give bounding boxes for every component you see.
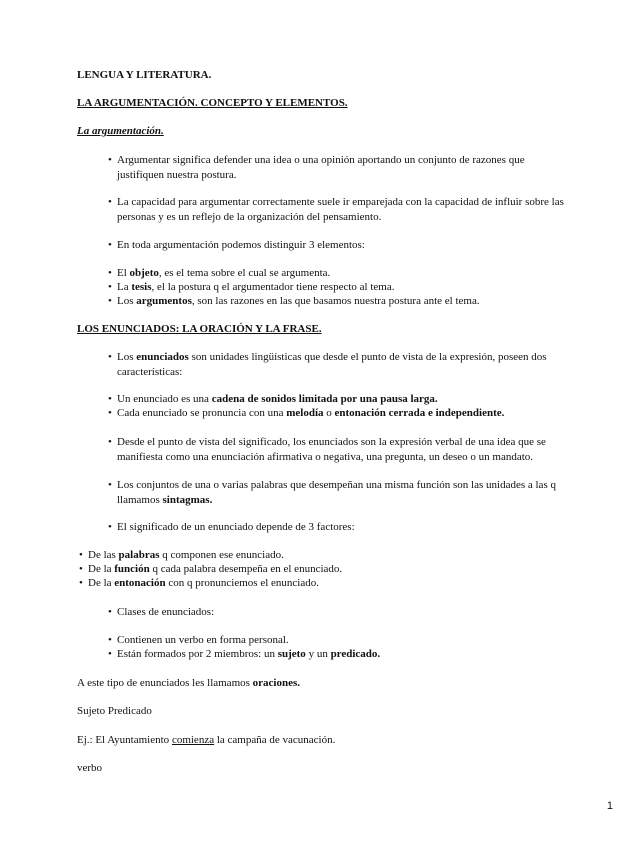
bullet-icon: • (79, 577, 83, 589)
list-item: • En toda argumentación podemos distinguir 3 elementos: (108, 239, 365, 251)
list-item: • Los conjuntos de una o varias palabras que desempeñan una misma función son las unidades a las q llamamos sintagmas. (108, 479, 556, 506)
list-item: • Contienen un verbo en forma personal. (108, 634, 289, 646)
list-item: • De las palabras q componen ese enunciado. (79, 549, 284, 561)
bullet-icon: • (108, 393, 112, 405)
bullet-icon: • (79, 549, 83, 561)
bullet-icon: • (108, 436, 112, 448)
list-item: • Desde el punto de vista del significado, los enunciados son la expresión verbal de una idea que se manifiesta como una enunciación afirmativa o negativa, una pregunta, un deseo o un mandato. (108, 436, 546, 463)
bullet-icon: • (108, 479, 112, 491)
list-item: • Los enunciados son unidades lingüísticas que desde el punto de vista de la expresión, poseen dos características: (108, 351, 547, 378)
list-item: • Clases de enunciados: (108, 606, 215, 618)
subsection-heading: La argumentación. (77, 125, 164, 137)
section-heading-enunciados: LOS ENUNCIADOS: LA ORACIÓN Y LA FRASE. (77, 323, 322, 335)
bullet-icon: • (108, 281, 112, 293)
paragraph: verbo (77, 762, 103, 774)
bullet-icon: • (108, 267, 112, 279)
list-item: • La tesis, el la postura q el argumentador tiene respecto al tema. (108, 281, 395, 293)
list-item: • Los argumentos, son las razones en las que basamos nuestra postura ante el tema. (108, 295, 480, 307)
bullet-icon: • (79, 563, 83, 575)
bullet-icon: • (108, 521, 112, 533)
bullet-icon: • (108, 351, 112, 363)
list-item: • El objeto, es el tema sobre el cual se argumenta. (108, 267, 331, 279)
list-item: • El significado de un enunciado depende de 3 factores: (108, 521, 355, 533)
bullet-icon: • (108, 606, 112, 618)
list-item: • Cada enunciado se pronuncia con una melodía o entonación cerrada e independiente. (108, 407, 505, 419)
bullet-icon: • (108, 295, 112, 307)
list-item: • Un enunciado es una cadena de sonidos limitada por una pausa larga. (108, 393, 438, 405)
doc-title: LENGUA Y LITERATURA. (77, 69, 212, 81)
bullet-icon: • (108, 634, 112, 646)
section-heading-argumentacion: LA ARGUMENTACIÓN. CONCEPTO Y ELEMENTOS. (77, 97, 348, 109)
list-item: • De la entonación con q pronunciemos el enunciado. (79, 577, 319, 589)
paragraph: Sujeto Predicado (77, 705, 152, 717)
bullet-icon: • (108, 239, 112, 251)
list-item: • La capacidad para argumentar correctamente suele ir emparejada con la capacidad de influir sobre las personas y es un reflejo de la organización del pensamiento. (108, 196, 564, 223)
bullet-icon: • (108, 407, 112, 419)
list-item: • Argumentar significa defender una idea o una opinión aportando un conjunto de razones que justifiquen nuestra postura. (108, 154, 525, 181)
page-number: 1 (606, 800, 613, 812)
bullet-icon: • (108, 648, 112, 660)
bullet-icon: • (108, 196, 112, 208)
paragraph: A este tipo de enunciados les llamamos oraciones. (77, 677, 301, 689)
list-item: • De la función q cada palabra desempeña en el enunciado. (79, 563, 343, 575)
list-item: • Están formados por 2 miembros: un sujeto y un predicado. (108, 648, 381, 660)
bullet-icon: • (108, 154, 112, 166)
paragraph: Ej.: El Ayuntamiento comienza la campaña de vacunación. (77, 734, 336, 746)
